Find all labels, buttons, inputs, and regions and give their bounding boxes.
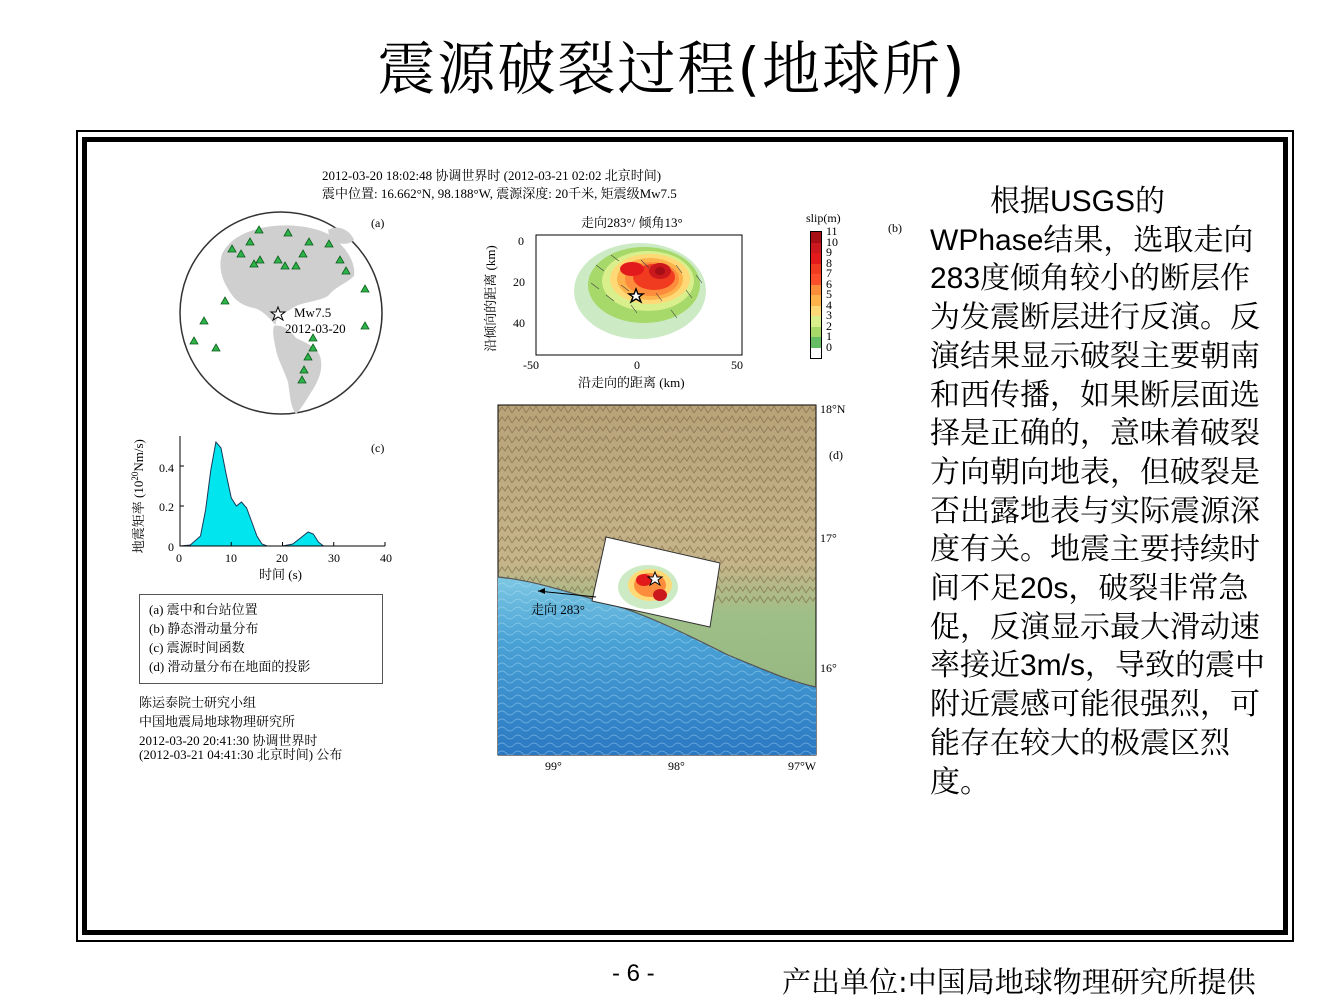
colorbar-tick: 6	[826, 276, 832, 291]
globe-map	[178, 210, 384, 416]
colorbar-swatch	[810, 327, 822, 338]
figure-header-line2: 震中位置: 16.662°N, 98.188°W, 震源深度: 20千米, 矩震级Mw7.5	[322, 186, 677, 201]
colorbar-tick: 1	[826, 329, 832, 343]
panel-d-lon-97: 97°W	[788, 759, 817, 773]
page-number: - 6 -	[612, 960, 655, 987]
colorbar-tick: 4	[826, 297, 832, 312]
credit-line1: 陈运泰院士研究小组	[139, 695, 257, 710]
colorbar-swatch	[810, 337, 822, 348]
panel-c-xlabel: 时间 (s)	[259, 567, 302, 582]
panel-c-ytick-2: 0.4	[159, 461, 174, 475]
slide-title: 震源破裂过程(地球所)	[377, 35, 967, 103]
panel-b-xtick-2: 50	[731, 358, 743, 372]
panel-c-xtick-3: 30	[328, 551, 340, 565]
panel-c-xtick-1: 10	[225, 551, 237, 565]
panel-d-lon-98: 98°	[668, 759, 685, 773]
colorbar-tick: 9	[826, 245, 832, 259]
moment-rate-area	[180, 442, 334, 546]
panel-d-lat-16: 16°	[820, 661, 837, 675]
legend-item-d: (d) 滑动量分布在地面的投影	[149, 659, 311, 674]
colorbar-swatch	[810, 274, 822, 285]
colorbar-swatch	[810, 243, 822, 254]
colorbar-swatch	[810, 316, 822, 327]
panel-b-xtick-1: 0	[634, 358, 640, 372]
panel-b-ytick-0: 0	[518, 234, 524, 248]
panel-c-ylabel: 地震矩率 $(10^{20}Nm/s)$	[129, 439, 147, 554]
globe-event-label: Mw7.5	[294, 305, 332, 320]
description-text: 根据USGS的WPhase结果，选取走向283度倾角较小的断层作为发震断层进行反演。反演结果显示破裂主要朝南和西传播，如果断层面选择是正确的，意味着破裂方向朝向地表，但破裂是否出露地表与实际震源深度有关。地震主要持续时间不足20s，破裂非常急促，反演显示最大滑动速率接近3m/s，导致的震中附近震感可能很强烈，可能存在较大的极震区烈度。	[930, 185, 1266, 799]
colorbar-title: slip(m)	[806, 211, 841, 225]
colorbar-tick: 11	[826, 224, 838, 238]
colorbar-tick: 10	[826, 234, 838, 249]
colorbar-tick: 5	[826, 287, 832, 301]
figure-header-line1: 2012-03-20 18:02:48 协调世界时 (2012-03-21 02:02 北京时间)	[322, 168, 662, 183]
legend-item-a: (a) 震中和台站位置	[149, 602, 258, 617]
source-time-function-chart	[180, 436, 390, 548]
terrain-map	[498, 405, 816, 755]
panel-c-ytick-0: 0	[168, 540, 174, 554]
panel-c-xtick-2: 20	[276, 551, 288, 565]
panel-b-ylabel: 沿倾向的距离 (km)	[482, 245, 498, 352]
panel-b-title: 走向283°/ 倾角13°	[581, 215, 683, 230]
panel-b-xtick-0: -50	[523, 358, 539, 372]
credit-line2: 中国地震局地球物理研究所	[139, 714, 296, 729]
colorbar-swatch	[810, 264, 822, 275]
panel-c-label: (c)	[371, 441, 385, 455]
colorbar-tick: 8	[826, 255, 832, 270]
colorbar-swatch	[810, 348, 822, 360]
panel-a-label: (a)	[371, 216, 385, 230]
colorbar-ticks	[826, 226, 838, 352]
footer-credit: 产出单位:中国局地球物理研究所提供	[782, 965, 1256, 999]
credit-line3: 2012-03-20 20:41:30 协调世界时	[139, 733, 318, 748]
colorbar-tick: 0	[826, 339, 832, 354]
colorbar-swatch	[810, 285, 822, 296]
panel-d-strike-label: 走向 283°	[531, 602, 585, 617]
panel-d-label: (d)	[829, 448, 843, 462]
colorbar-swatch	[810, 306, 822, 317]
panel-d-lat-17: 17°	[820, 531, 837, 545]
legend-item-c: (c) 震源时间函数	[149, 640, 245, 655]
legend-item-b: (b) 静态滑动量分布	[149, 621, 259, 636]
colorbar-swatch	[810, 253, 822, 264]
colorbar-tick: 7	[826, 266, 832, 280]
panel-b-xlabel: 沿走向的距离 (km)	[578, 375, 685, 390]
panel-c-xtick-0: 0	[176, 551, 182, 565]
colorbar-tick: 2	[826, 318, 832, 333]
panel-b-ytick-1: 20	[513, 275, 525, 289]
slip-colorbar	[810, 231, 822, 359]
colorbar-swatch	[810, 231, 822, 243]
globe-event-date: 2012-03-20	[285, 321, 346, 336]
panel-d-lon-99: 99°	[545, 759, 562, 773]
panel-b-ytick-2: 40	[513, 316, 525, 330]
colorbar-tick: 3	[826, 308, 832, 322]
panel-d-lat-18: 18°N	[820, 402, 846, 416]
slip-map	[536, 235, 742, 355]
credit-line4: (2012-03-21 04:41:30 北京时间) 公布	[139, 747, 343, 762]
panel-c-ytick-1: 0.2	[159, 500, 174, 514]
panel-b-label: (b)	[888, 221, 902, 235]
colorbar-swatch	[810, 295, 822, 306]
panel-c-xtick-4: 40	[380, 551, 392, 565]
